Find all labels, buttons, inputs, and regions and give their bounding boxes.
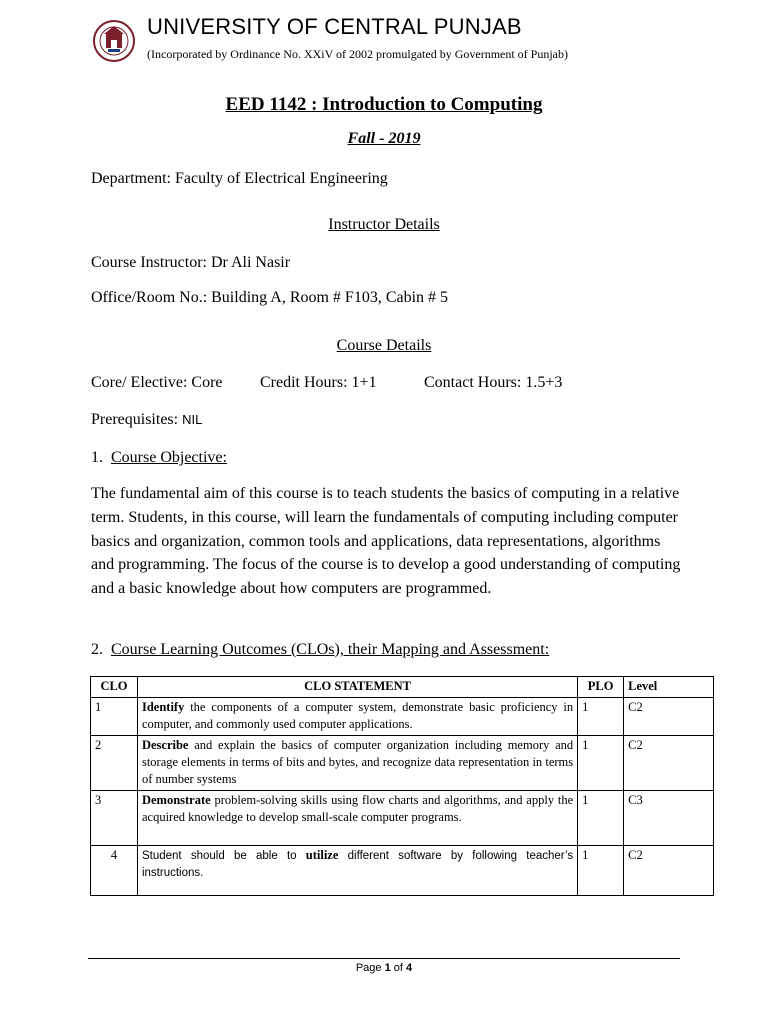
column-header-clo: CLO <box>91 677 138 698</box>
column-header-level: Level <box>624 677 714 698</box>
university-name: UNIVERSITY OF CENTRAL PUNJAB <box>147 14 522 39</box>
clo-statement: Describe and explain the basics of computer organization including memory and storage elements in terms of bits and bytes, and recognize data representation in terms of number systems <box>137 736 577 791</box>
credit-hours-line: Credit Hours: 1+1 <box>260 374 377 391</box>
clo-number: 1 <box>91 698 138 736</box>
clo-statement: Demonstrate problem-solving skills using flow charts and algorithms, and apply the acquired knowledge to develop small-scale computer programs. <box>137 791 577 846</box>
contact-hours-line: Contact Hours: 1.5+3 <box>424 374 563 391</box>
level-value: C2 <box>624 846 714 896</box>
clo-number: 4 <box>91 846 138 896</box>
clo-section-heading <box>91 641 549 659</box>
clo-statement: Identify the components of a computer system, demonstrate basic proficiency in computer, and commonly used computer applications. <box>137 698 577 736</box>
plo-value: 1 <box>578 736 624 791</box>
section-number: 2. <box>91 641 103 658</box>
clo-number: 3 <box>91 791 138 846</box>
instructor-details-heading: Instructor Details <box>328 216 440 233</box>
course-objective-heading <box>91 449 227 467</box>
level-value: C2 <box>624 698 714 736</box>
column-header-statement: CLO STATEMENT <box>137 677 577 698</box>
plo-value: 1 <box>578 791 624 846</box>
office-room-line: Office/Room No.: Building A, Room # F103, Cabin # 5 <box>91 289 449 306</box>
page-total: 4 <box>406 962 413 974</box>
core-elective-line: Core/ Elective: Core <box>91 374 223 391</box>
of-word: of <box>390 962 407 974</box>
table-row <box>91 846 714 896</box>
level-value: C3 <box>624 791 714 846</box>
page-current: 1 <box>384 962 391 974</box>
page-footer <box>0 962 768 974</box>
clo-keyword: utilize <box>305 848 339 862</box>
university-crest-icon <box>92 16 136 66</box>
section-number: 1. <box>91 449 103 466</box>
page-word: Page <box>355 962 385 974</box>
table-row <box>91 698 714 736</box>
clo-keyword: Describe <box>141 738 189 752</box>
prerequisites-line <box>91 411 202 429</box>
table-row <box>91 791 714 846</box>
footer-divider <box>88 958 680 959</box>
course-term: Fall - 2019 <box>347 130 421 147</box>
course-title: EED 1142 : Introduction to Computing <box>225 94 543 115</box>
clo-statement: Student should be able to utilize different software by following teacher’s instructions. <box>137 846 577 896</box>
prerequisites-value: NIL <box>182 412 203 427</box>
clo-table <box>90 676 714 896</box>
column-header-plo: PLO <box>578 677 624 698</box>
section-title: Course Learning Outcomes (CLOs), their Mapping and Assessment: <box>111 641 550 658</box>
course-objective-text: The fundamental aim of this course is to teach students the basics of computing in a relative term. Students, in this course, will learn the fundamentals of computing including computer basics and organization, common tools and applications, data representations, algorithms and programming. The focus of the course is to develop a good understanding of computing and a basic knowledge about how computers are programmed. <box>91 485 681 598</box>
course-details-heading: Course Details <box>336 337 432 354</box>
prerequisites-label: Prerequisites: <box>91 411 183 428</box>
plo-value: 1 <box>578 846 624 896</box>
clo-number: 2 <box>91 736 138 791</box>
section-title: Course Objective: <box>111 449 227 466</box>
table-row <box>91 736 714 791</box>
clo-keyword: Demonstrate <box>141 793 211 807</box>
table-header-row <box>91 677 714 698</box>
clo-keyword: Identify <box>141 700 185 714</box>
department-line: Department: Faculty of Electrical Engineering <box>91 170 388 187</box>
university-subtitle: (Incorporated by Ordinance No. XXiV of 2002 promulgated by Government of Punjab) <box>147 47 569 61</box>
document-header <box>92 14 692 74</box>
level-value: C2 <box>624 736 714 791</box>
plo-value: 1 <box>578 698 624 736</box>
course-instructor-line: Course Instructor: Dr Ali Nasir <box>91 254 291 271</box>
